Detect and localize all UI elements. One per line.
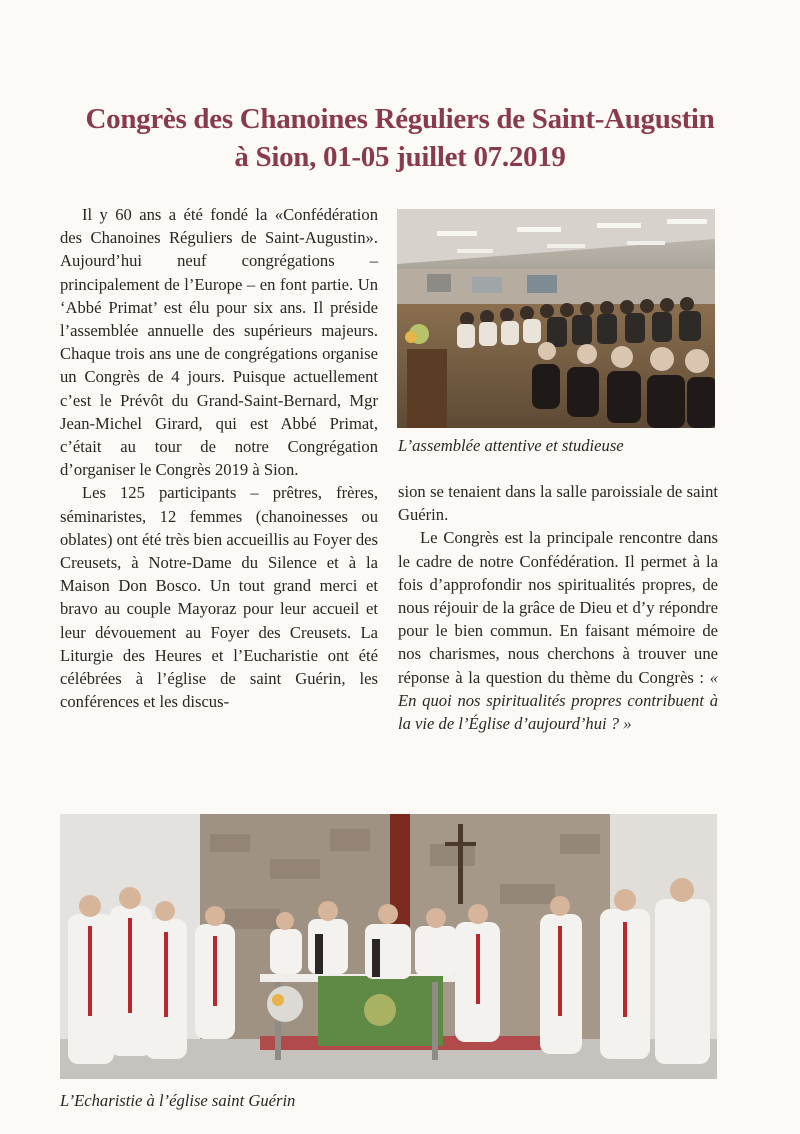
- eucharist-photo-image: [60, 814, 717, 1079]
- title-line-1: Congrès des Chanoines Réguliers de Saint-Augustin: [85, 103, 715, 135]
- assembly-photo-image: [397, 209, 715, 428]
- paragraph-2-continued: sion se tenaient dans la salle paroissiale de saint Guérin.: [398, 482, 718, 525]
- caption-eucharist: L’Echaristie à l’église saint Guérin: [60, 1091, 296, 1110]
- paragraph-3: [398, 526, 718, 735]
- caption-assembly: L’assemblée attentive et studieuse: [398, 436, 624, 455]
- paragraph-3-quote: « En quoi nos spiritualités propres contribuent à la vie de l’Église d’aujourd’hui ? »: [398, 667, 718, 734]
- assembly-photo: [397, 209, 715, 428]
- column-right: [398, 480, 718, 735]
- column-left: [60, 203, 378, 713]
- title-line-2: à Sion, 01-05 juillet 07.2019: [234, 141, 566, 173]
- article-title: [40, 100, 760, 176]
- paragraph-1: Il y 60 ans a été fondé la «Confédération des Chanoines Réguliers de Saint-Augustin». Aujourd’hui neuf congrégations – principalement de l’Europe – en font partie. Un ‘Abbé Primat’ est élu pour six ans. Il préside l’assemblée annuelle des supérieurs majeurs. Chaque trois ans une de congrégations organise un Congrès de 4 jours. Puisque actuellement c’est le Prévôt du Grand-Saint-Bernard, Mgr Jean-Michel Girard, qui est Abbé Primat, c’était au tour de notre Congrégation d’organiser le Congrès 2019 à Sion.: [60, 205, 378, 480]
- paragraph-3-text: Le Congrès est la principale rencontre dans le cadre de notre Confédération. Il permet à la fois d’approfondir nos spiritualités propres, de nous réjouir de la grâce de Dieu et d’y répondre pour le bien commun. En faisant mémoire de nos charismes, nous cherchons à trouver une réponse à la question du thème du Congrès :: [398, 528, 718, 687]
- eucharist-photo: [60, 814, 717, 1079]
- paragraph-2: Les 125 participants – prêtres, frères, séminaristes, 12 femmes (chanoinesses ou oblates) ont été très bien accueillis au Foyer des Creusets, à Notre-Dame du Silence et à la Maison Don Bosco. Un tout grand merci et bravo au couple Mayoraz pour leur accueil et leur dévouement au Foyer des Creusets. La Liturgie des Heures et l’Eucharistie ont été célébrées à l’église de saint Guérin, les conférences et les discus-: [60, 483, 378, 712]
